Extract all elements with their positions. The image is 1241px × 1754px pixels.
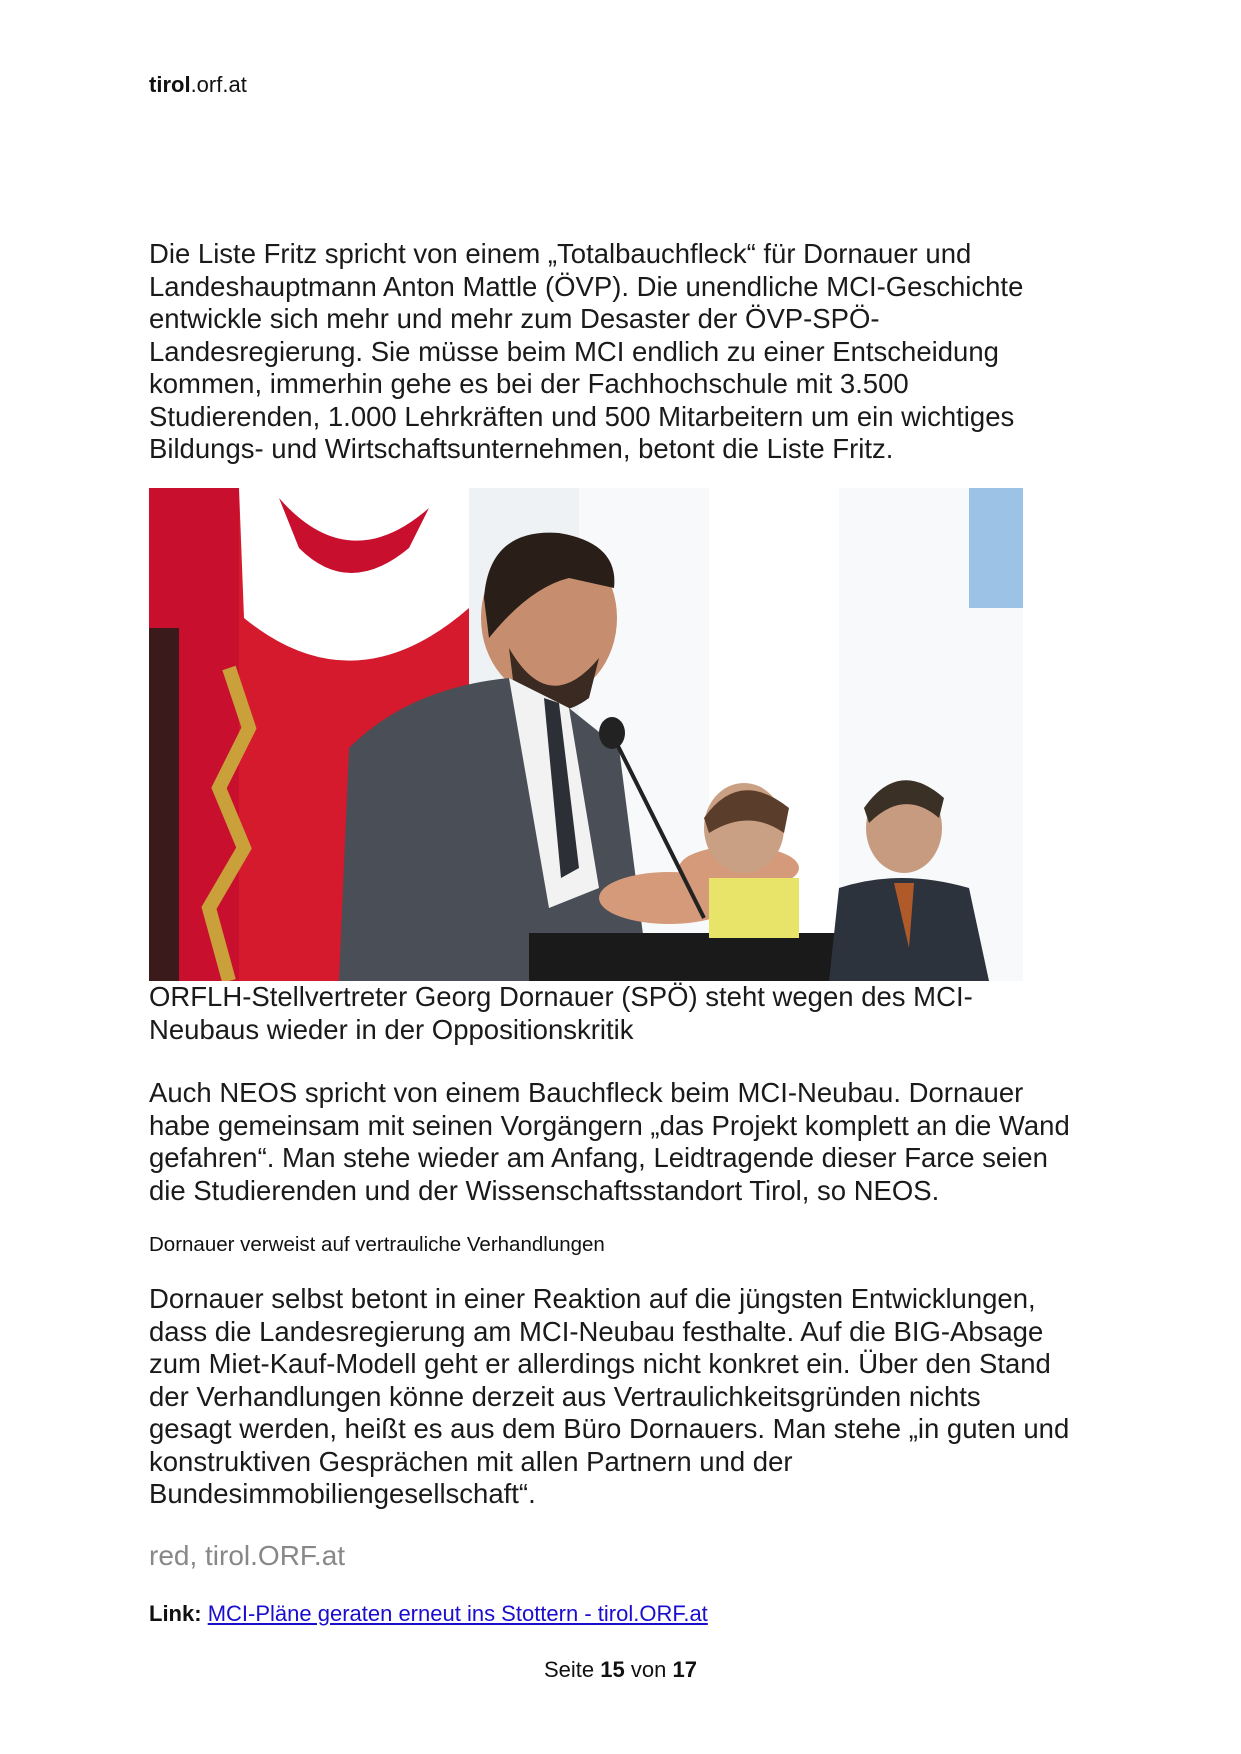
text-line: der Verhandlungen könne derzeit aus Vertraulichkeitsgründen nichts bbox=[149, 1380, 981, 1412]
page-prefix: Seite bbox=[544, 1657, 595, 1682]
text-line: entwickle sich mehr und mehr zum Desaster der ÖVP-SPÖ- bbox=[149, 303, 880, 334]
text-line: Bundesimmobiliengesellschaft“. bbox=[149, 1478, 536, 1509]
text-line: gesagt werden, heißt es aus dem Büro Dornauers. Man stehe „in guten und bbox=[149, 1413, 1070, 1444]
site-name-bold: tirol bbox=[149, 72, 191, 97]
text-line: Dornauer selbst betont in einer Reaktion auf die jüngsten Entwicklungen, bbox=[149, 1283, 1036, 1314]
text-line: die Studierenden und der Wissenschaftsstandort Tirol, so NEOS. bbox=[149, 1174, 940, 1206]
source-link-row bbox=[149, 1601, 708, 1627]
current-page: 15 bbox=[600, 1657, 625, 1682]
article-credit: red, tirol.ORF.at bbox=[149, 1540, 346, 1571]
page-middle: von bbox=[630, 1657, 667, 1682]
subheading: Dornauer verweist auf vertrauliche Verhandlungen bbox=[149, 1233, 605, 1256]
text-line: Landeshauptmann Anton Mattle (ÖVP). Die unendliche MCI-Geschichte bbox=[149, 270, 1024, 302]
text-line: konstruktiven Gesprächen mit allen Partnern und der bbox=[149, 1445, 793, 1477]
text-line: Neubaus wieder in der Oppositionskritik bbox=[149, 1013, 634, 1045]
paragraph-3 bbox=[149, 1283, 1069, 1511]
text-line: habe gemeinsam mit seinen Vorgängern „das Projekt komplett an die Wand bbox=[149, 1109, 1070, 1141]
text-line: gefahren“. Man stehe wieder am Anfang, Leidtragende dieser Farce seien bbox=[149, 1142, 1048, 1173]
site-header bbox=[149, 72, 247, 98]
photo-speaker-at-podium bbox=[149, 488, 1023, 981]
text-line: Studierenden, 1.000 Lehrkräften und 500 Mitarbeitern um ein wichtiges bbox=[149, 400, 1015, 432]
photo-caption bbox=[149, 981, 973, 1046]
text-line: ORFLH-Stellvertreter Georg Dornauer (SPÖ) steht wegen des MCI- bbox=[149, 981, 973, 1012]
text-line: dass die Landesregierung am MCI-Neubau festhalte. Auf die BIG-Absage bbox=[149, 1315, 1044, 1347]
paragraph-2 bbox=[149, 1077, 1070, 1207]
text-line: kommen, immerhin gehe es bei der Fachhochschule mit 3.500 bbox=[149, 368, 909, 399]
total-pages: 17 bbox=[672, 1657, 697, 1682]
text-line: zum Miet-Kauf-Modell geht er allerdings nicht konkret ein. Über den Stand bbox=[149, 1348, 1051, 1379]
link-label: Link: bbox=[149, 1601, 202, 1626]
text-line: Bildungs- und Wirtschaftsunternehmen, betont die Liste Fritz. bbox=[149, 433, 894, 464]
text-line: Auch NEOS spricht von einem Bauchfleck beim MCI-Neubau. Dornauer bbox=[149, 1077, 1024, 1108]
article-photo bbox=[149, 488, 1023, 981]
text-line: Landesregierung. Sie müsse beim MCI endlich zu einer Entscheidung bbox=[149, 335, 999, 367]
page-footer bbox=[0, 1657, 1241, 1683]
text-line: Die Liste Fritz spricht von einem „Totalbauchfleck“ für Dornauer und bbox=[149, 238, 972, 269]
source-link[interactable]: MCI-Pläne geraten erneut ins Stottern - tirol.ORF.at bbox=[207, 1601, 708, 1626]
site-name-rest: .orf.at bbox=[190, 72, 247, 97]
paragraph-1 bbox=[149, 238, 1023, 466]
